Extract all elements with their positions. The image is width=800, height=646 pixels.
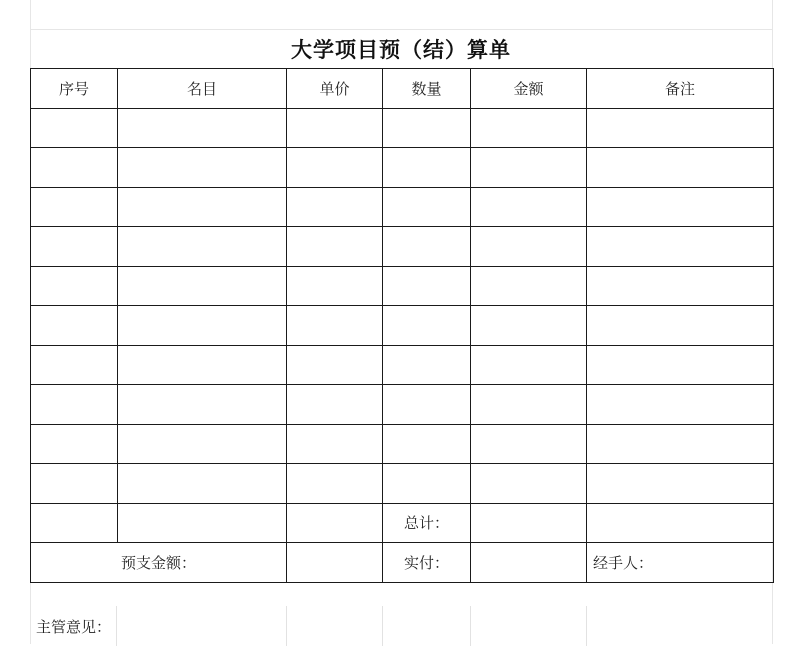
table-cell[interactable] [383, 464, 471, 504]
total-row [31, 503, 774, 543]
table-cell[interactable] [118, 266, 287, 306]
table-cell[interactable] [287, 187, 383, 227]
table-cell[interactable] [471, 187, 587, 227]
table-cell[interactable] [118, 424, 287, 464]
table-cell[interactable] [587, 385, 774, 425]
table-cell[interactable] [471, 345, 587, 385]
table-cell[interactable] [31, 148, 118, 188]
table-cell[interactable] [31, 424, 118, 464]
table-cell[interactable] [471, 464, 587, 504]
supervisor-label[interactable]: 主管意见： [36, 617, 112, 636]
table-row [31, 464, 774, 504]
table-cell[interactable] [287, 108, 383, 148]
table-cell[interactable] [118, 306, 287, 346]
table-cell[interactable] [383, 148, 471, 188]
header-cell-quantity[interactable]: 数量 [383, 69, 471, 109]
table-cell[interactable] [118, 148, 287, 188]
table-cell[interactable] [118, 503, 287, 543]
table-cell[interactable] [587, 108, 774, 148]
grid-line [470, 606, 471, 646]
grid-line [116, 606, 117, 646]
table-cell[interactable] [31, 108, 118, 148]
supervisor-row [30, 606, 773, 646]
header-cell-remarks[interactable]: 备注 [587, 69, 774, 109]
table-cell[interactable] [31, 306, 118, 346]
table-row [31, 424, 774, 464]
total-value-cell[interactable] [471, 503, 587, 543]
table-cell[interactable] [287, 503, 383, 543]
payment-row [31, 543, 774, 583]
table-cell[interactable] [587, 345, 774, 385]
table-cell[interactable] [287, 424, 383, 464]
grid-line [382, 606, 383, 646]
table-cell[interactable] [471, 266, 587, 306]
table-cell[interactable] [287, 227, 383, 267]
table-row [31, 227, 774, 267]
total-label[interactable]: 总计： [383, 503, 471, 543]
table-cell[interactable] [383, 227, 471, 267]
table-cell[interactable] [118, 108, 287, 148]
table-cell[interactable] [587, 464, 774, 504]
table-row [31, 148, 774, 188]
table-cell[interactable] [587, 187, 774, 227]
table-cell[interactable] [383, 187, 471, 227]
table-cell[interactable] [118, 464, 287, 504]
table-row [31, 108, 774, 148]
table-row [31, 187, 774, 227]
header-cell-item[interactable]: 名目 [118, 69, 287, 109]
table-cell[interactable] [383, 266, 471, 306]
paid-label[interactable]: 实付： [383, 543, 471, 583]
table-cell[interactable] [31, 266, 118, 306]
table-cell[interactable] [587, 503, 774, 543]
table-row [31, 345, 774, 385]
budget-table [30, 68, 774, 583]
grid-line [286, 606, 287, 646]
table-cell[interactable] [287, 266, 383, 306]
table-cell[interactable] [118, 345, 287, 385]
paid-value-cell[interactable] [471, 543, 587, 583]
table-cell[interactable] [31, 227, 118, 267]
table-cell[interactable] [587, 266, 774, 306]
table-cell[interactable] [471, 306, 587, 346]
table-cell[interactable] [118, 187, 287, 227]
table-cell[interactable] [31, 385, 118, 425]
table-cell[interactable] [31, 187, 118, 227]
table-cell[interactable] [587, 306, 774, 346]
table-cell[interactable] [287, 385, 383, 425]
table-cell[interactable] [383, 108, 471, 148]
table-cell[interactable] [587, 148, 774, 188]
table-cell[interactable] [587, 424, 774, 464]
table-cell[interactable] [471, 108, 587, 148]
table-row [31, 306, 774, 346]
table-cell[interactable] [31, 503, 118, 543]
table-cell[interactable] [471, 424, 587, 464]
budget-label[interactable]: 预支金额： [31, 543, 287, 583]
table-cell[interactable] [118, 385, 287, 425]
table-cell[interactable] [287, 345, 383, 385]
grid-line [586, 606, 587, 646]
table-row [31, 385, 774, 425]
table-cell[interactable] [383, 385, 471, 425]
header-cell-unit-price[interactable]: 单价 [287, 69, 383, 109]
header-cell-amount[interactable]: 金额 [471, 69, 587, 109]
table-cell[interactable] [383, 424, 471, 464]
table-cell[interactable] [287, 306, 383, 346]
header-row [31, 69, 774, 109]
table-cell[interactable] [31, 345, 118, 385]
table-cell[interactable] [287, 148, 383, 188]
budget-value-cell[interactable] [287, 543, 383, 583]
header-cell-index[interactable]: 序号 [31, 69, 118, 109]
table-cell[interactable] [471, 385, 587, 425]
table-cell[interactable] [587, 227, 774, 267]
table-cell[interactable] [471, 148, 587, 188]
table-cell[interactable] [383, 306, 471, 346]
table-cell[interactable] [31, 464, 118, 504]
handler-label[interactable]: 经手人： [587, 543, 774, 583]
table-row [31, 266, 774, 306]
table-cell[interactable] [471, 227, 587, 267]
table-cell[interactable] [383, 345, 471, 385]
table-cell[interactable] [118, 227, 287, 267]
table-cell[interactable] [287, 464, 383, 504]
form-title: 大学项目预（结）算单 [291, 38, 511, 62]
